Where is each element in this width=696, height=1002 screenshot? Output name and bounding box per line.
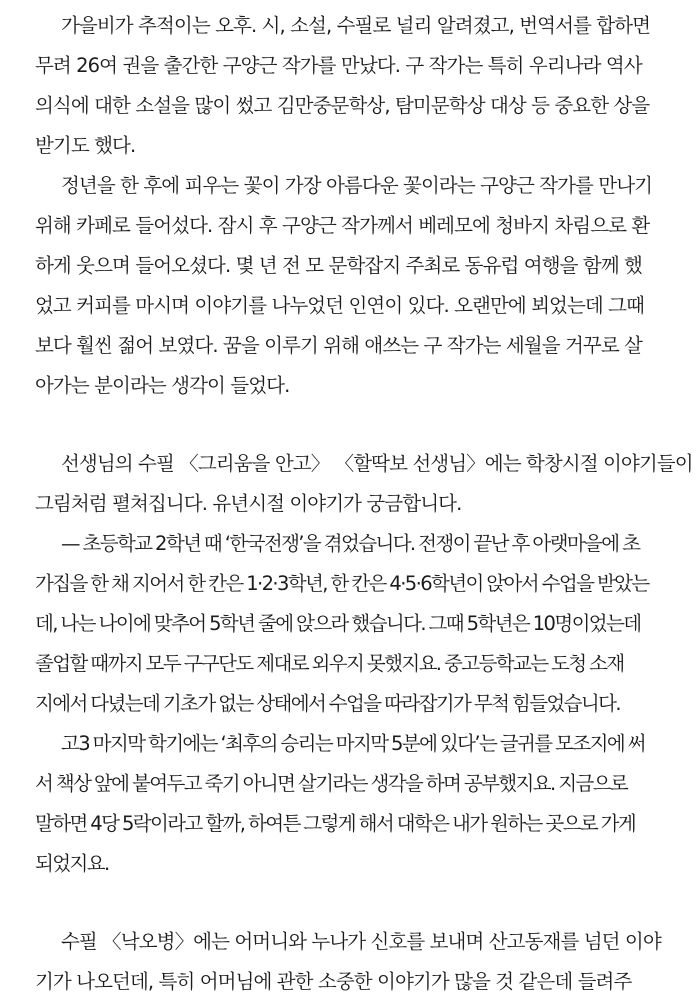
text-line: 지에서 다녔는데 기초가 없는 상태에서 수업을 따라잡기가 무척 힘들었습니다. xyxy=(35,692,620,715)
text-line: 되었지요. xyxy=(35,852,109,875)
text-line: 위해 카페로 들어섰다. 잠시 후 구양근 작가께서 베레모에 청바지 차림으로 환 xyxy=(35,214,650,237)
paragraph-answer-1b xyxy=(35,724,645,884)
text-line: 수필 〈낙오병〉에는 어머니와 누나가 신호를 보내며 산고동재를 넘던 이야 xyxy=(61,930,661,953)
text-line: 정년을 한 후에 피우는 꽃이 가장 아름다운 꽃이라는 구양근 작가를 만나기 xyxy=(61,174,653,197)
text-line: 말하면 4당 5락이라고 할까, 하여튼 그렇게 해서 대학은 내가 원하는 곳으로 가게 xyxy=(35,812,636,835)
text-line: 아가는 분이라는 생각이 들었다. xyxy=(35,374,290,397)
paragraph-question-1 xyxy=(35,444,693,524)
text-line: 보다 훨씬 젊어 보였다. 꿈을 이루기 위해 애쓰는 구 작가는 세월을 거꾸로 살 xyxy=(35,334,642,357)
text-line: 선생님의 수필 〈그리움을 안고〉 〈할딱보 선생님〉에는 학창시절 이야기들이 xyxy=(61,452,693,475)
text-line: 가을비가 추적이는 오후. 시, 소설, 수필로 널리 알려졌고, 번역서를 합하면 xyxy=(61,14,651,37)
text-line: 고3 마지막 학기에는 ‘최후의 승리는 마지막 5분에 있다’는 글귀를 모조지에 써 xyxy=(61,732,645,755)
paragraph-spacer xyxy=(35,884,645,922)
text-line: 기가 나오던데, 특히 어머님에 관한 소중한 이야기가 많을 것 같은데 들려주 xyxy=(35,970,632,993)
text-line: 졸업할 때까지 모두 구구단도 제대로 외우지 못했지요. 중고등학교는 도청 소재 xyxy=(35,652,624,675)
text-line: 하게 웃으며 들어오셨다. 몇 년 전 모 문학잡지 주최로 동유럽 여행을 함께 했 xyxy=(35,254,642,277)
text-line: 가집을 한 채 지어서 한 칸은 1·2·3학년, 한 칸은 4·5·6학년이 앉아서 수업을 받았는 xyxy=(35,572,649,595)
paragraph-spacer xyxy=(35,406,645,444)
article-body xyxy=(35,6,693,1002)
paragraph-answer-1a xyxy=(35,524,649,724)
paragraph-intro xyxy=(35,6,651,166)
text-line: 의식에 대한 소설을 많이 썼고 김만중문학상, 탐미문학상 대상 등 중요한 상을 xyxy=(35,94,650,117)
text-line: 그림처럼 펼쳐집니다. 유년시절 이야기가 궁금합니다. xyxy=(35,492,462,515)
text-line: 무려 26여 권을 출간한 구양근 작가를 만났다. 구 작가는 특히 우리나라 역사 xyxy=(35,54,642,77)
paragraph-question-2 xyxy=(35,922,661,1002)
text-line: — 초등학교 2학년 때 ‘한국전쟁’을 겪었습니다. 전쟁이 끝난 후 아랫마을에 초 xyxy=(61,532,640,555)
text-line: 었고 커피를 마시며 이야기를 나누었던 인연이 있다. 오랜만에 뵈었는데 그때 xyxy=(35,294,645,317)
text-line: 서 책상 앞에 붙여두고 죽기 아니면 살기라는 생각을 하며 공부했지요. 지금으로 xyxy=(35,772,628,795)
paragraph-meeting xyxy=(35,166,653,406)
text-line: 받기도 했다. xyxy=(35,134,136,157)
text-line: 데, 나는 나이에 맞추어 5학년 줄에 앉으라 했습니다. 그때 5학년은 10명이었는데 xyxy=(35,612,641,635)
